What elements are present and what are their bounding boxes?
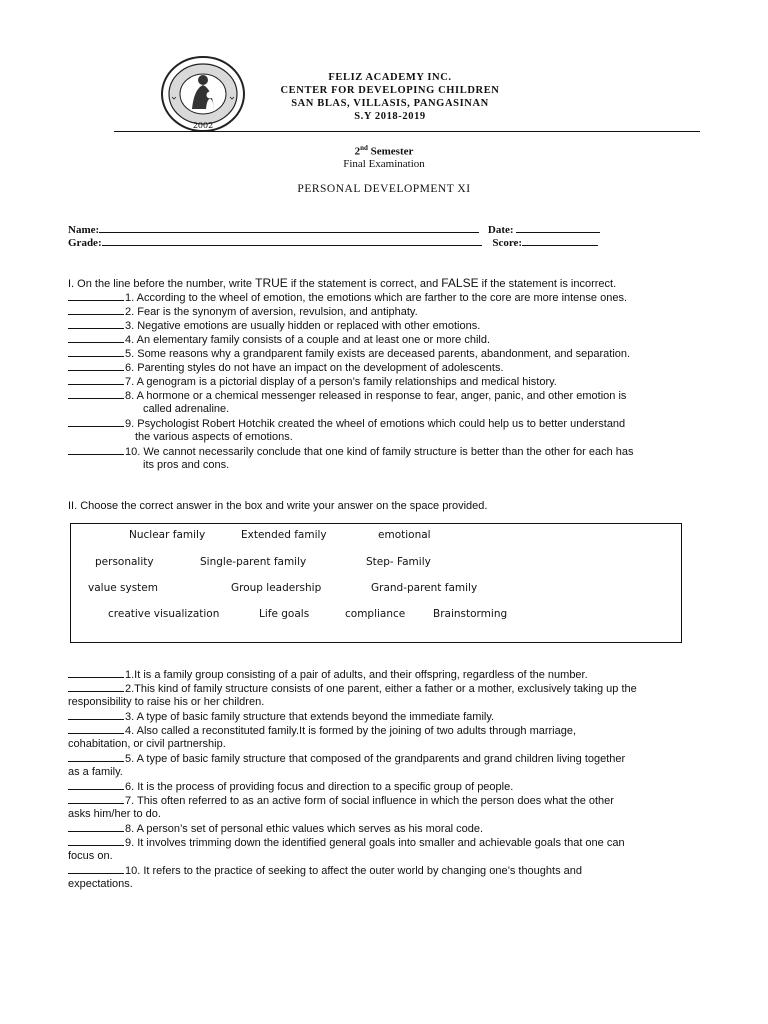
part1-item: 8. A hormone or a chemical messenger released in response to fear, anger, panic, and other emotion is <box>68 389 626 403</box>
part2-item: 3. A type of basic family structure that extends beyond the immediate family. <box>68 710 494 724</box>
choice-item: personality <box>95 556 154 568</box>
grade-score-row <box>68 236 598 249</box>
answer-blank[interactable] <box>68 864 124 874</box>
logo-year: 2002 <box>192 121 214 130</box>
grade-label: Grade: <box>68 237 102 249</box>
answer-blank[interactable] <box>68 445 124 455</box>
choice-item: emotional <box>378 529 431 541</box>
part2-item-continuation: asks him/her to do. <box>68 808 161 820</box>
choice-item: Step- Family <box>366 556 431 568</box>
choice-item: Extended family <box>241 529 327 541</box>
part1-item: 10. We cannot necessarily conclude that one kind of family structure is better than the other for each has <box>68 445 634 459</box>
answer-blank[interactable] <box>68 822 124 832</box>
part2-item-continuation: focus on. <box>68 850 113 862</box>
answer-blank[interactable] <box>68 305 124 315</box>
part2-item: 7. This often referred to as an active form of social influence in which the person does what the other <box>68 794 614 808</box>
score-field[interactable] <box>522 236 598 246</box>
name-field[interactable] <box>99 223 479 233</box>
part2-item-continuation: responsibility to raise his or her children. <box>68 696 265 708</box>
part2-item: 4. Also called a reconstituted family.It is formed by the joining of two adults through marriage, <box>68 724 576 738</box>
part1-item: 2. Fear is the synonym of aversion, revulsion, and antiphaty. <box>68 305 418 319</box>
part2-item: 1.It is a family group consisting of a pair of adults, and their offspring, regardless of the number. <box>68 668 588 682</box>
choice-item: value system <box>88 582 158 594</box>
answer-blank[interactable] <box>68 417 124 427</box>
part2-item: 5. A type of basic family structure that composed of the grandparents and grand children living together <box>68 752 625 766</box>
answer-blank[interactable] <box>68 389 124 399</box>
part1-item: 5. Some reasons why a grandparent family exists are deceased parents, abandonment, and separation. <box>68 347 630 361</box>
choice-item: creative visualization <box>108 608 220 620</box>
semester-label: 2nd Semester <box>354 144 414 158</box>
answer-blank[interactable] <box>68 668 124 678</box>
choice-item: Nuclear family <box>129 529 206 541</box>
answer-blank[interactable] <box>68 752 124 762</box>
exam-subject: PERSONAL DEVELOPMENT XI <box>297 183 471 195</box>
part2-item-continuation: cohabitation, or civil partnership. <box>68 738 226 750</box>
part2-item: 6. It is the process of providing focus and direction to a specific group of people. <box>68 780 513 794</box>
part1-item-continuation: the various aspects of emotions. <box>135 431 293 443</box>
part2-item: 8. A person’s set of personal ethic values which serves as his moral code. <box>68 822 483 836</box>
choice-item: Brainstorming <box>433 608 508 620</box>
header-divider <box>114 131 700 132</box>
date-field[interactable] <box>516 223 600 233</box>
choice-item: Grand-parent family <box>371 582 478 594</box>
name-date-row <box>68 223 600 236</box>
answer-blank[interactable] <box>68 724 124 734</box>
part1-item: 1. According to the wheel of emotion, the emotions which are farther to the core are more intense ones. <box>68 291 627 305</box>
answer-blank[interactable] <box>68 291 124 301</box>
answer-blank[interactable] <box>68 361 124 371</box>
answer-blank[interactable] <box>68 710 124 720</box>
answer-blank[interactable] <box>68 836 124 846</box>
answer-blank[interactable] <box>68 375 124 385</box>
grade-field[interactable] <box>102 236 482 246</box>
choices-box <box>70 523 682 643</box>
school-name: FELIZ ACADEMY INC. <box>328 72 452 83</box>
part1-item-continuation: called adrenaline. <box>143 403 230 415</box>
answer-blank[interactable] <box>68 347 124 357</box>
center-name: CENTER FOR DEVELOPING CHILDREN <box>280 85 500 96</box>
part2-item: 10. It refers to the practice of seeking to affect the outer world by changing one’s thoughts and <box>68 864 582 878</box>
part2-instruction: II. Choose the correct answer in the box and write your answer on the space provided. <box>68 500 488 512</box>
part1-item-continuation: its pros and cons. <box>143 459 230 471</box>
school-address: SAN BLAS, VILLASIS, PANGASINAN <box>291 98 489 109</box>
answer-blank[interactable] <box>68 319 124 329</box>
answer-blank[interactable] <box>68 794 124 804</box>
name-label: Name: <box>68 224 100 236</box>
school-logo <box>160 55 246 133</box>
part1-item: 6. Parenting styles do not have an impact on the development of adolescents. <box>68 361 504 375</box>
answer-blank[interactable] <box>68 333 124 343</box>
answer-blank[interactable] <box>68 682 124 692</box>
choice-item: Single-parent family <box>200 556 307 568</box>
date-label: Date: <box>487 224 514 236</box>
school-year: S.Y 2018-2019 <box>354 111 426 122</box>
exam-type: Final Examination <box>343 158 425 170</box>
part1-item: 7. A genogram is a pictorial display of a person’s family relationships and medical history. <box>68 375 557 389</box>
part2-item: 9. It involves trimming down the identified general goals into smaller and achievable goals that one can <box>68 836 625 850</box>
part1-item: 4. An elementary family consists of a couple and at least one or more child. <box>68 333 490 347</box>
part1-item: 9. Psychologist Robert Hotchik created the wheel of emotions which could help us to better understand <box>68 417 625 431</box>
part2-item-continuation: as a family. <box>68 766 123 778</box>
part2-item: 2.This kind of family structure consists of one parent, either a father or a mother, exclusively taking up the <box>68 682 637 696</box>
part1-item: 3. Negative emotions are usually hidden or replaced with other emotions. <box>68 319 480 333</box>
answer-blank[interactable] <box>68 780 124 790</box>
part2-item-continuation: expectations. <box>68 878 133 890</box>
score-label: Score: <box>492 237 523 249</box>
part1-instruction: I. On the line before the number, write TRUE if the statement is correct, and FALSE if the statement is incorrect. <box>68 276 617 290</box>
choice-item: compliance <box>345 608 406 620</box>
choice-item: Life goals <box>259 608 310 620</box>
choice-item: Group leadership <box>231 582 322 594</box>
